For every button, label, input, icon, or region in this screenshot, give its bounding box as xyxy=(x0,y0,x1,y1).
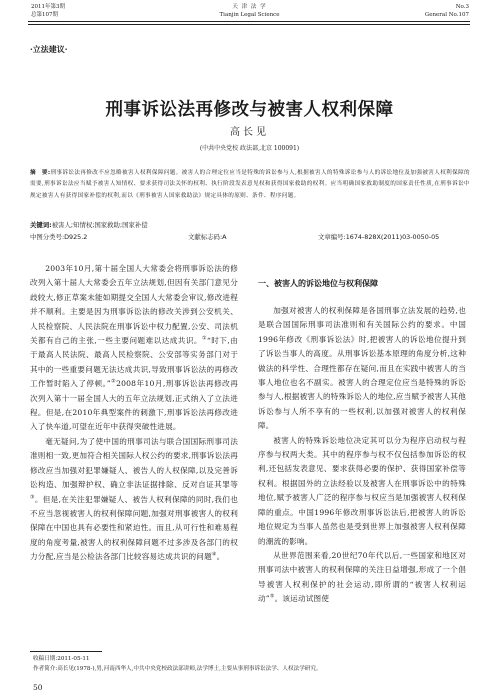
left-p1-end: 2008年10月,刑事诉讼法再修改再次列入第十一届全国人大的五年立法规划,正式纳入了立法进程。但是,在2010年典型案件的刺激下,刑事诉讼法再修改进入了快车道,可望在近年中获得突破性进展。 xyxy=(30,379,238,432)
article-title: 刑事诉讼法再修改与被害人权利保障 xyxy=(105,100,394,120)
header-issue-en: No.3 xyxy=(455,4,469,10)
left-p1-text: 2003年10月,第十届全国人大常委会将刑事诉讼法的修改列入第十届人大常委会五年立法规划,但因有关部门意见分歧较大,修正草案未能如期提交全国人大常委会审议,修改进程并不顺利。主要是因为刑事诉讼法的修改关涉到公安机关、人民检察院、人民法院在刑事诉讼中权力配置,公安、司法机关都有自己的主张,一些主要问题难以达成共识。 xyxy=(30,264,238,346)
author-name: 高长见 xyxy=(230,127,269,138)
footnote-ref: ③ xyxy=(30,493,35,500)
left-p2-end: 。但是,在关注犯罪嫌疑人、被告人权利保障的同时,我们也不应当忽视被害人的权利保障问题,加强对刑事被害人的权利保障在中国也具有必要性和紧迫性。而且,从可行性和难易程度的角度考量,被害人的权利保障问题不过多涉及各部门的权力分配,应当是公检法各部门比较容易达成共识的问题 xyxy=(30,494,238,562)
footnote-ref: ④ xyxy=(211,551,217,558)
left-column xyxy=(30,262,238,565)
doc-code: 文献标志码:A xyxy=(188,233,227,241)
section-heading: 一、被害人的诉讼地位与权利保障 xyxy=(258,279,378,288)
header-total-cn: 总第107期 xyxy=(31,12,58,18)
abstract xyxy=(30,168,470,202)
header-rule-bottom xyxy=(28,24,470,25)
received-date: 收稿日期:2011-05-11 xyxy=(33,656,90,662)
keywords-text: 被害人;知情权;国家救助;国家补偿 xyxy=(51,221,148,229)
right-paragraph-1: 加强对被害人的权利保障是各国刑事立法发展的趋势,也是联合国国际刑事司法准则和有关国际公约的要求。中国1996年修改《刑事诉讼法》时,把被害人的诉讼地位提升到了诉讼当事人的高度。从刑事诉讼基本原理的角度分析,这种做法的科学性、合理性都存在疑问,而且在实践中被害人的当事人地位也名不副实。被害人的合理定位应当是特殊的诉讼参与人,根据被害人的特殊诉讼人的地位,应当赋予被害人其他诉讼参与人所不享有的一些权利,以加强对被害人的权利保障。 xyxy=(258,306,466,431)
header-total-en: General No.107 xyxy=(424,12,469,18)
page-number: 50 xyxy=(33,683,43,692)
article-number: 文章编号:1674-828X(2011)03-0050-05 xyxy=(318,233,440,241)
keywords-label: 关键词: xyxy=(30,221,52,229)
right-paragraph-2: 被害人的特殊诉讼地位决定其可以分为程序启动权与程序参与权两大类。其中的程序参与权不仅包括参加诉讼的权利,还包括发表意见、要求获得必要的保护、获得国家补偿等权利。根据国外的立法经验以及被害人在刑事诉讼中的特殊地位,赋予被害人广泛的程序参与权应当是加强被害人权利保障的重点。中国1996年修改刑事诉讼法后,把被害人的诉讼地位规定为当事人虽然也是受到世界上加强被害人权利保障的潮流的影响。 xyxy=(258,435,466,546)
left-p2-text: 毫无疑问,为了使中国的刑事司法与联合国国际刑事司法准则相一致,更加符合相关国际人权公约的要求,刑事诉讼法再修改应当加强对犯罪嫌疑人、被告人的人权保障,以及完善诉讼构造、加强辩护权、确立非法证据排除、反对自证其罪等 xyxy=(30,436,238,490)
abstract-label: 摘 要: xyxy=(30,170,51,176)
keywords xyxy=(30,220,148,229)
footnote-rule xyxy=(30,651,102,652)
section-tag: ·立法建议· xyxy=(30,44,68,54)
right-p3-end: 。该运动试图使 xyxy=(274,594,330,604)
footnote-ref: ⑤ xyxy=(269,593,275,600)
right-column xyxy=(258,304,466,607)
left-p2-tail: 。 xyxy=(216,552,225,562)
footnote-ref: ② xyxy=(110,378,117,385)
right-p3-text: 从世界范围来看,20世纪70年代以后,一些国家和地区对刑事司法中被害人的权利保障的关注日益增强,形成了一个倡导被害人权利保护的社会运动,即所谓的“被害人权利运动” xyxy=(258,550,466,604)
clc-number: 中图分类号:D925.2 xyxy=(30,233,88,241)
header-issue-cn: 2011年第3期 xyxy=(31,4,65,10)
header-rule-top xyxy=(28,21,470,22)
header-journal-cn: 天 津 法 学 xyxy=(232,4,267,10)
left-paragraph-1 xyxy=(30,262,238,435)
right-paragraph-3 xyxy=(258,549,466,607)
author-affiliation: (中共中央党校 政法部,北京 100091) xyxy=(199,145,300,152)
author-bio: 作者简介:高长见(1978-),男,河南西华人,中共中央党校政法部讲师,法学博士,主要从事刑事诉讼法学、人权法学研究。 xyxy=(33,666,322,672)
footnote-ref: ① xyxy=(201,335,207,342)
abstract-text: 刑事诉讼法再修改不应忽略被害人权利保障问题。被害人的合理定位应当是特殊的诉讼参与人,根据被害人的特殊诉讼参与人的诉讼地位及加强被害人权利保障的需要,刑事诉讼法应当赋予被害人知情权、要求获得司法关怀的权利、执行阶段发表意见权和获得国家救助的权利。应当明确国家救助制度的国家责任性质,在刑事诉讼中规定被害人有获得国家补偿的权利,而以《刑事被害人国家救助法》规定具体的原则、条件、程序问题。 xyxy=(30,170,470,199)
left-paragraph-2 xyxy=(30,435,238,565)
left-p1-quote: “时下,由于最高人民法院、最高人民检察院、公安部等实务部门对于其中的一些重要问题无法达成共识,导致刑事诉讼法的再修改工作暂时陷入了停顿。” xyxy=(30,336,239,389)
header-journal-en: Tianjin Legal Science xyxy=(219,12,280,18)
